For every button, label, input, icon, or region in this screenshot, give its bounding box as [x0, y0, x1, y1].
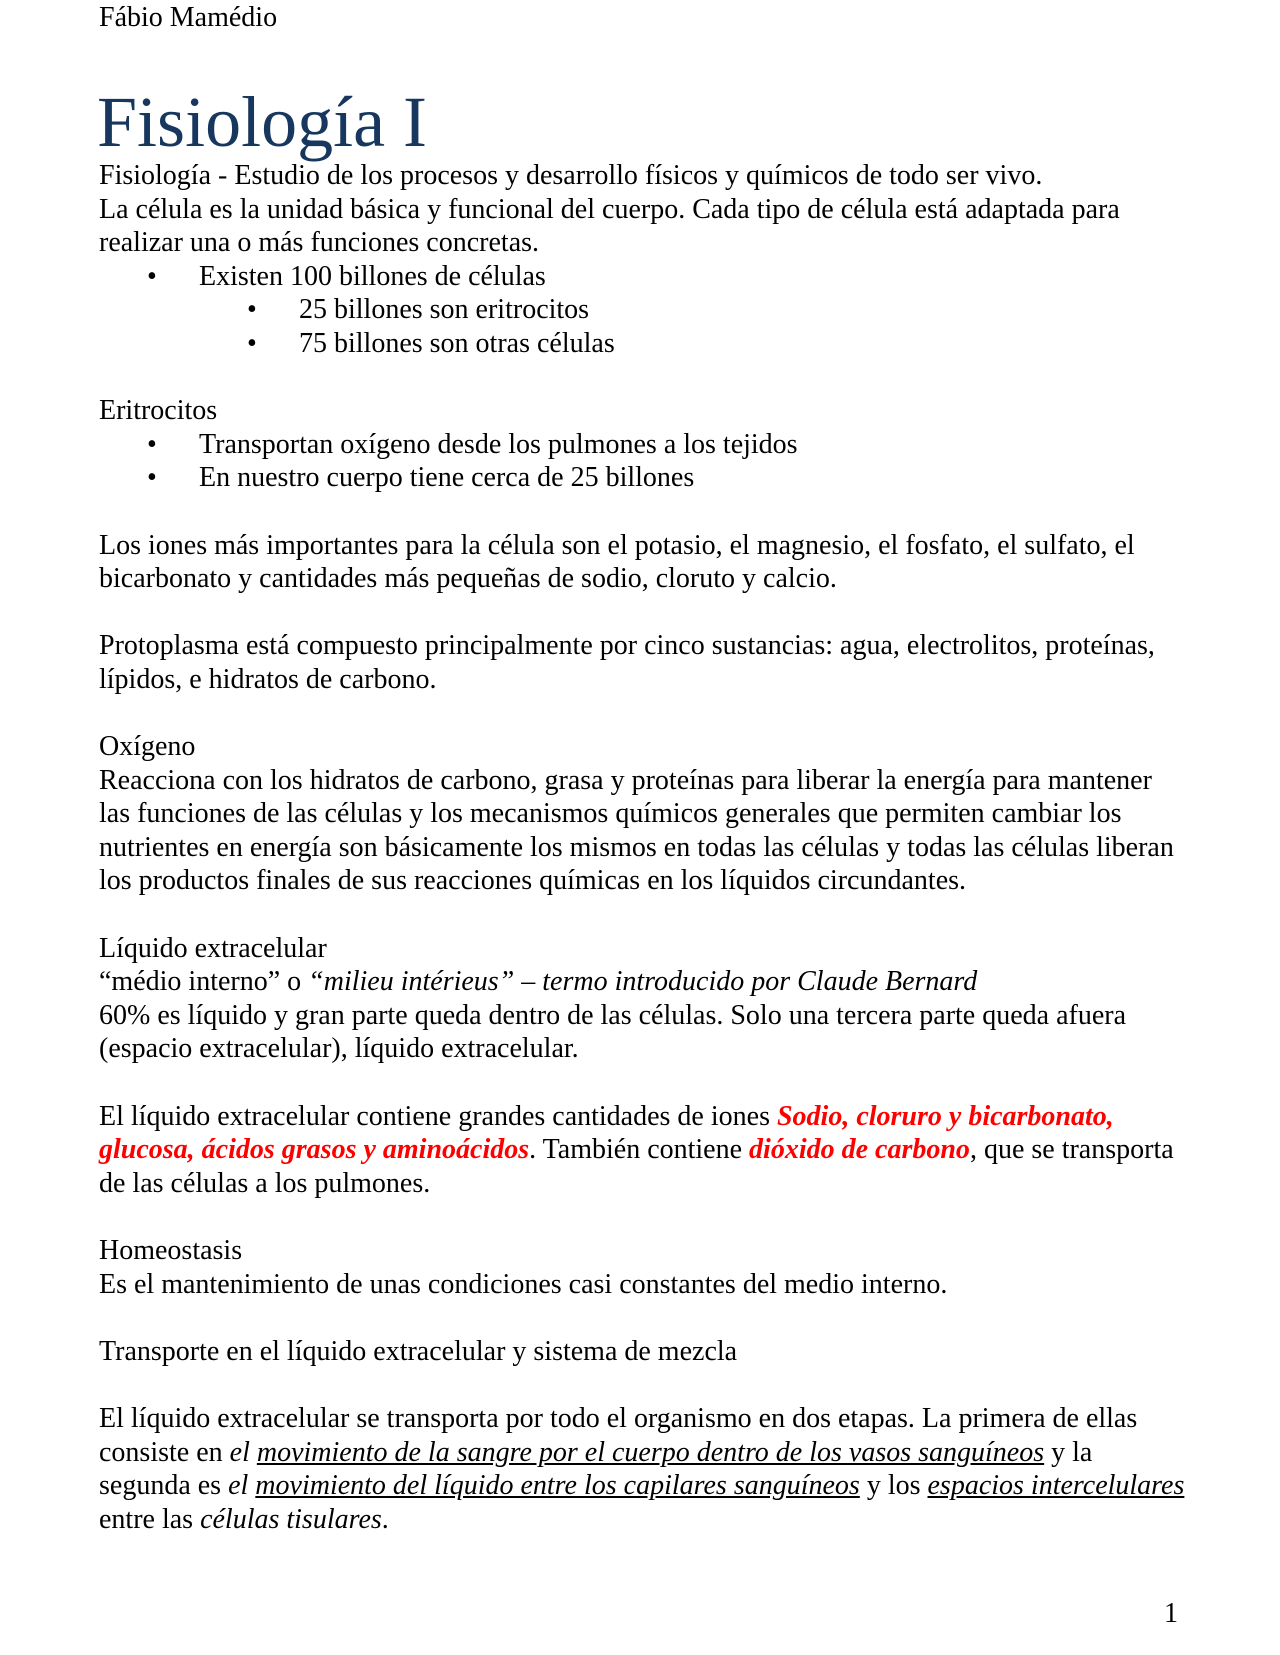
paragraph-iones: Los iones más importantes para la célula son el potasio, el magnesio, el fosfato, el sulfato, el bicarbonato y cantidades más pequeñas de sodio, cloruto y calcio. [99, 529, 1135, 595]
section-heading-oxigeno: Oxígeno [99, 731, 196, 763]
document-title: Fisiología I [97, 82, 428, 162]
italic-celulas-tisulares: células tisulares [200, 1503, 382, 1535]
contiene-text-2: . También contiene [529, 1134, 750, 1166]
quote-medio-interno: “médio interno” o [99, 966, 309, 998]
section-heading-liquido-extracelular: Líquido extracelular [99, 932, 327, 964]
underline-movimiento-liquido: movimiento del líquido entre los capilares sanguíneos [255, 1470, 860, 1502]
sub-bullet-eritrocitos: • 25 billones son eritrocitos [99, 293, 1189, 327]
paragraph-liquido: 60% es líquido y gran parte queda dentro de las células. Solo una tercera parte queda afuera (espacio extracelular), líquido extracelular. [99, 999, 1127, 1065]
transporte-text-3: y los [859, 1470, 928, 1502]
document-body [99, 159, 1189, 1536]
contiene-text-1: El líquido extracelular contiene grandes cantidades de iones [99, 1100, 777, 1132]
transporte-text-5: . [381, 1503, 389, 1535]
contiene-text-3: , que se transporta de las células a los pulmones. [99, 1134, 1174, 1199]
transporte-text-4: entre las [99, 1503, 201, 1535]
paragraph-homeostasis: Es el mantenimiento de unas condiciones casi constantes del medio interno. [99, 1268, 948, 1300]
paragraph-protoplasma: Protoplasma está compuesto principalmente por cinco sustancias: agua, electrolitos, proteínas, lípidos, e hidratos de carbono. [99, 630, 1155, 695]
paragraph-contiene [99, 1100, 1189, 1201]
intro-definition: Fisiología - Estudio de los procesos y desarrollo físicos y químicos de todo ser vivo. [99, 160, 1043, 191]
transporte-text-2: y la segunda es [99, 1436, 1093, 1502]
quote-line [99, 965, 1189, 999]
paragraph-transporte [99, 1402, 1189, 1536]
bullet-eritrocitos-transport: • Transportan oxígeno desde los pulmones a los tejidos [99, 428, 1189, 462]
quote-milieu-interieus: “milieu intérieus” – termo introducido por Claude Bernard [308, 966, 978, 998]
highlight-dioxido: dióxido de carbono [749, 1134, 970, 1166]
bullet-cell-count: • Existen 100 billones de células [99, 260, 1189, 294]
transporte-text-1: El líquido extracelular se transporta por todo el organismo en dos etapas. La primera de ellas consiste en [99, 1402, 1138, 1468]
highlight-iones: Sodio, cloruro y bicarbonato, glucosa, ácidos grasos y aminoácidos [99, 1100, 1114, 1166]
page-header-author: Fábio Mamédio [99, 2, 278, 33]
section-heading-homeostasis: Homeostasis [99, 1235, 243, 1266]
intro-cell-text: La célula es la unidad básica y funcional del cuerpo. Cada tipo de célula está adaptada para realizar una o más funciones concretas. [99, 193, 1120, 259]
underline-movimiento-sangre: movimiento de la sangre por el cuerpo dentro de los vasos sanguíneos [256, 1436, 1045, 1468]
section-heading-transporte: Transporte en el líquido extracelular y sistema de mezcla [99, 1335, 738, 1367]
transporte-italic-1: el [229, 1436, 257, 1468]
paragraph-oxigeno: Reacciona con los hidratos de carbono, grasa y proteínas para liberar la energía para mantener las funciones de las células y los mecanismos químicos generales que permiten cambiar los nutrientes en energía son básicamente los mismos en todas las células y todas las células liberan los productos finales de sus reacciones químicas en los líquidos circundantes. [99, 764, 1174, 897]
sub-bullet-other-cells: • 75 billones son otras células [99, 327, 1189, 361]
underline-espacios: espacios intercelulares [927, 1470, 1185, 1502]
page-number: 1 [1164, 1598, 1178, 1629]
section-heading-eritrocitos: Eritrocitos [99, 395, 218, 427]
transporte-italic-2: el [228, 1470, 256, 1502]
bullet-eritrocitos-count: • En nuestro cuerpo tiene cerca de 25 billones [99, 461, 1189, 495]
